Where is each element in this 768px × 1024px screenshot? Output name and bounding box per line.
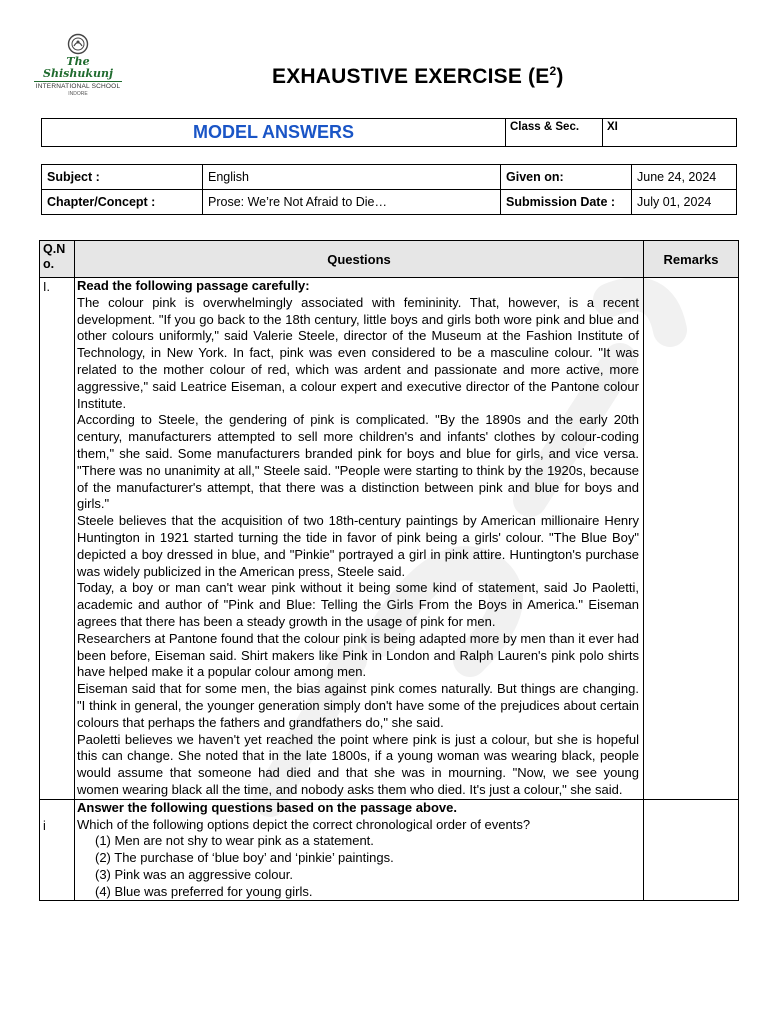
remarks-cell (644, 278, 739, 800)
subject-label: Subject : (42, 165, 203, 190)
passage-paragraph: Eiseman said that for some men, the bias against pink comes naturally. But things are changing. "I think in general, the younger generation simply don't have some of the prejudices about certain colours that perhaps the fathers and grandfathers do," she said. (77, 681, 639, 730)
question-heading: Answer the following questions based on the passage above. (77, 799, 457, 815)
given-label: Given on: (501, 165, 632, 190)
class-label: Class & Sec. (506, 119, 603, 147)
passage-cell (75, 278, 644, 800)
subject-value: English (203, 165, 501, 190)
table-row (40, 799, 739, 901)
school-emblem-icon (66, 33, 90, 55)
school-brand: The Shishukunj (43, 55, 113, 80)
qno-cell: i (40, 799, 75, 901)
info-table (41, 164, 737, 215)
passage-paragraph: Steele believes that the acquisition of two 18th-century paintings by American millionaire Henry Huntington in 1921 started turning the tide in favor of pink being a girls' colour. "The Blue Boy" depicted a boy dressed in blue, and "Pinkie" portrayed a girl in pink attire. Huntington's purchase was widely publicized in the American press, Steele said. (77, 513, 639, 579)
passage-paragraph: The colour pink is overwhelmingly associated with femininity. That, however, is a recent development. "If you go back to the 18th century, little boys and girls both wore pink and blue and other colours uniformly," said Valerie Steele, director of the Museum at the Fashion Institute of Technology, in New York. In fact, pink was even considered to be a masculine colour. "It was related to the mother colour of red, which was ardent and passionate and more active, more aggressive," said Leatrice Eiseman, a colour expert and executive director of the Pantone colour Institute. (77, 294, 639, 411)
col-remarks-header: Remarks (644, 241, 739, 278)
passage-heading: Read the following passage carefully: (77, 278, 310, 293)
passage-paragraph: According to Steele, the gendering of pink is complicated. "By the 1890s and the early 20th century, manufacturers attempted to sell more children's and infants' clothes by colour-coding them," she said. Some manufacturers branded pink for boys and blue for girls, and vice versa. "There was no unanimity at all," Steele said. "People were starting to think by the 1920s, because of the manufacturer's attempt, that there was a distinction between pink and blue for boys and girls." (77, 412, 639, 512)
submission-value: July 01, 2024 (632, 190, 737, 215)
school-city: INDORE (68, 91, 88, 97)
chapter-label: Chapter/Concept : (42, 190, 203, 215)
option-item: (3) Pink was an aggressive colour. (95, 866, 293, 882)
class-value: XI (603, 119, 737, 147)
table-row (40, 278, 739, 800)
options-list (77, 833, 639, 900)
page-title: EXHAUSTIVE EXERCISE $(E^2)$ (272, 64, 564, 88)
school-subtitle: INTERNATIONAL SCHOOL (35, 83, 121, 90)
model-answers-label: MODEL ANSWERS (42, 119, 506, 147)
table-header-row (40, 241, 739, 278)
chapter-value: Prose: We’re Not Afraid to Die… (203, 190, 501, 215)
remarks-cell (644, 799, 739, 901)
question-cell (75, 799, 644, 901)
questions-table (39, 240, 739, 901)
qno-cell: I. (40, 278, 75, 800)
option-item: (2) The purchase of ‘blue boy’ and ‘pinkie’ paintings. (95, 850, 394, 866)
school-logo (34, 33, 122, 99)
passage-paragraph: Researchers at Pantone found that the colour pink is being adapted more by men than it ever had been before, Eiseman said. Shirt makers like Pink in London and Ralph Lauren's pink polo shirts have helped make it a popular colour among men. (77, 630, 639, 680)
col-qno-header: Q.N o. (40, 241, 75, 278)
submission-label: Submission Date : (501, 190, 632, 215)
passage-paragraph: Today, a boy or man can't wear pink without it being some kind of statement, said Jo Paoletti, academic and author of "Pink and Blue: Telling the Girls From the Boys in America." Eiseman agrees that there has been a steady growth in the usage of pink for men. (77, 580, 639, 629)
option-item: (1) Men are not shy to wear pink as a statement. (95, 833, 374, 849)
col-questions-header: Questions (75, 241, 644, 278)
answers-header-table (41, 118, 737, 147)
passage-paragraph: Paoletti believes we haven't yet reached the point where pink is just a colour, but she is hopeful this can change. She noted that in the late 1800s, if a young woman was wearing black, people would assume that someone had died and that she was in mourning. "Now, we see young women wearing black all the time, and nobody asks them who died. It's just a colour," she said. (77, 731, 639, 797)
option-item: (4) Blue was preferred for young girls. (95, 883, 313, 899)
question-text: Which of the following options depict the correct chronological order of events? (77, 816, 531, 832)
given-value: June 24, 2024 (632, 165, 737, 190)
